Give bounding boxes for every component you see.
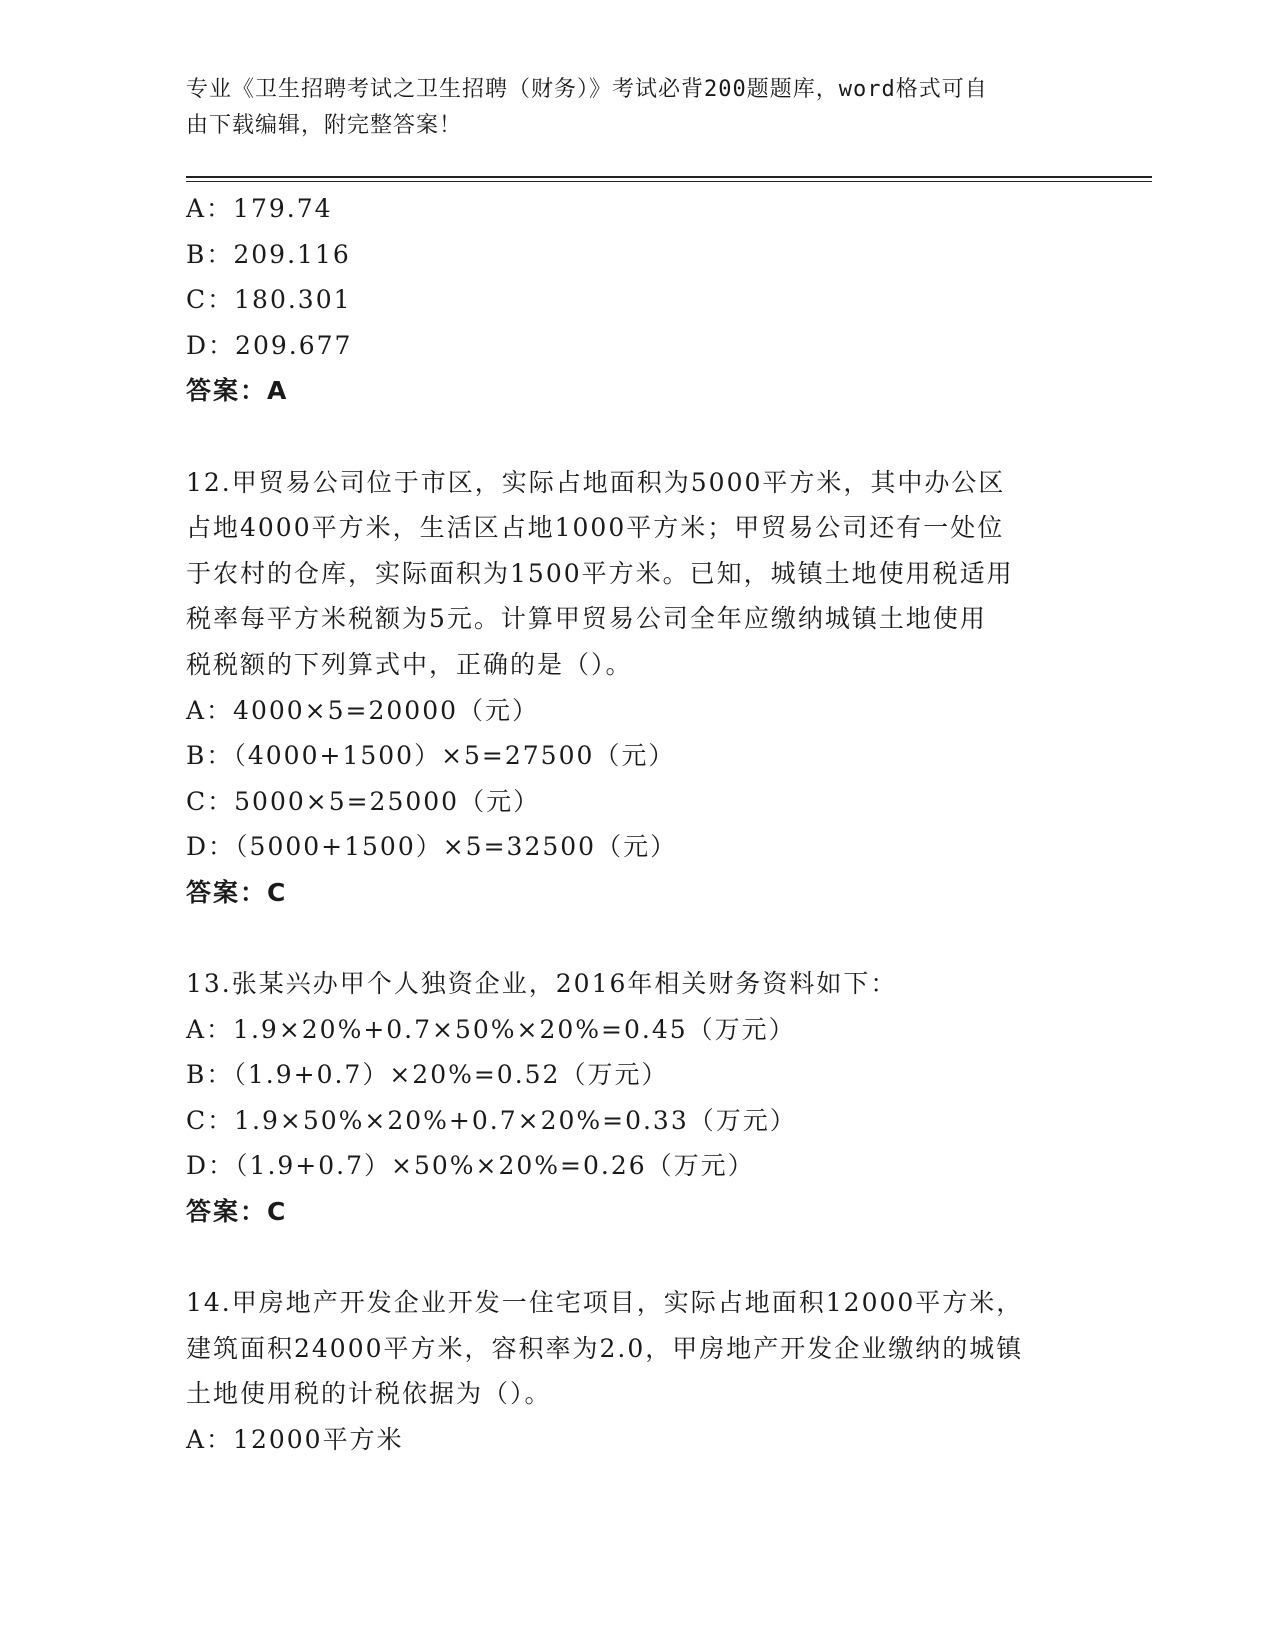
option-c: C：5000×5=25000（元）	[186, 786, 541, 816]
option-b: B：209.116	[186, 239, 351, 269]
question-stem-line: 14.甲房地产开发企业开发一住宅项目，实际占地面积12000平方米，	[186, 1288, 1024, 1318]
option-b: B：（4000+1500）×5=27500（元）	[186, 741, 676, 771]
option-b: B：（1.9+0.7）×20%=0.52（万元）	[186, 1060, 669, 1090]
header-line-1: 专业《卫生招聘考试之卫生招聘（财务）》考试必背200题题库，word格式可自	[186, 77, 988, 102]
question-stem-line: 13.张某兴办甲个人独资企业，2016年相关财务资料如下：	[186, 969, 898, 999]
page-header	[186, 72, 1066, 144]
option-a: A：4000×5=20000（元）	[186, 695, 540, 725]
question-stem-line: 土地使用税的计税依据为（）。	[186, 1379, 552, 1409]
option-a: A：179.74	[186, 194, 333, 223]
question-13	[186, 961, 1086, 1235]
header-divider-thin	[186, 181, 1152, 182]
question-11	[186, 186, 1086, 414]
spacer	[186, 1235, 1086, 1281]
header-divider-thick	[186, 176, 1152, 178]
option-d: D：（1.9+0.7）×50%×20%=0.26（万元）	[186, 1151, 755, 1181]
question-stem-line: 占地4000平方米，生活区占地1000平方米；甲贸易公司还有一处位	[186, 513, 1005, 543]
question-stem-line: 税率每平方米税额为5元。计算甲贸易公司全年应缴纳城镇土地使用	[186, 604, 987, 634]
question-stem-line: 于农村的仓库，实际面积为1500平方米。已知，城镇土地使用税适用	[186, 558, 1014, 588]
question-stem-line: 12.甲贸易公司位于市区，实际占地面积为5000平方米，其中办公区	[186, 467, 1006, 497]
spacer	[186, 414, 1086, 460]
answer-line: 答案：A	[186, 376, 289, 406]
question-list	[186, 186, 1086, 1463]
question-stem-line: 税税额的下列算式中，正确的是（）。	[186, 649, 633, 679]
option-a: A：1.9×20%+0.7×50%×20%=0.45（万元）	[186, 1014, 796, 1044]
option-d: D：（5000+1500）×5=32500（元）	[186, 832, 678, 862]
question-stem-line: 建筑面积24000平方米，容积率为2.0，甲房地产开发企业缴纳的城镇	[186, 1333, 1024, 1363]
question-14	[186, 1280, 1086, 1462]
spacer	[186, 916, 1086, 962]
option-c: C：1.9×50%×20%+0.7×20%=0.33（万元）	[186, 1105, 797, 1135]
question-12	[186, 460, 1086, 916]
option-c: C：180.301	[186, 285, 352, 315]
header-line-2: 由下载编辑，附完整答案！	[186, 113, 463, 138]
answer-line: 答案：C	[186, 1197, 288, 1227]
answer-line: 答案：C	[186, 877, 288, 907]
option-d: D：209.677	[186, 330, 353, 360]
option-a: A：12000平方米	[186, 1425, 404, 1455]
